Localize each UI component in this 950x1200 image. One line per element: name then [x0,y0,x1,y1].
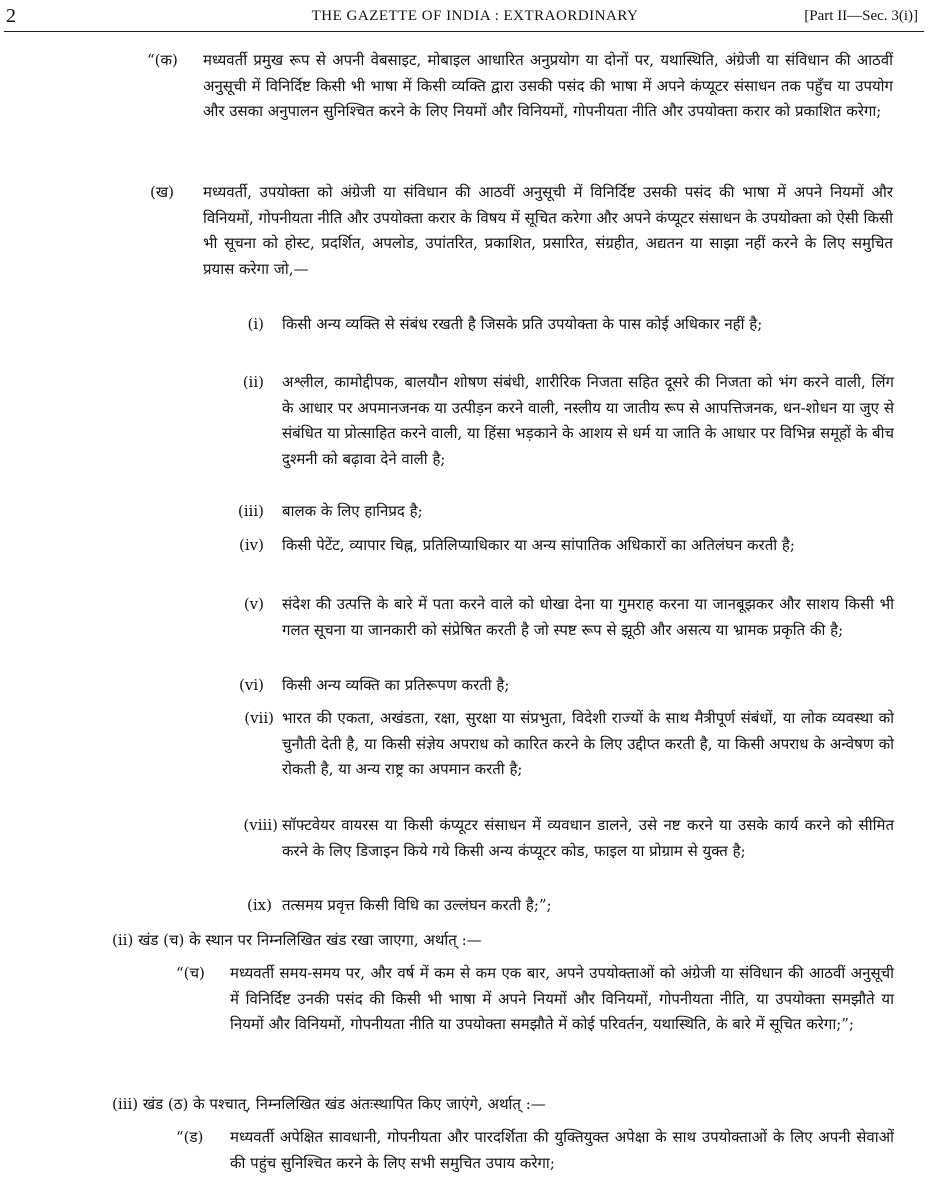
clause-kha-text: मध्यवर्ती, उपयोक्ता को अंग्रेजी या संविधान की आठवीं अनुसूची में विनिर्दिष्ट उसकी पसंद की भाषा में अपने नियमों और विनियमों, गोपनीयता नीति और उपयोक्ता करार के विषय में सूचित करेगा और अपने कंप्यूटर संसाधन के उपयोक्ता को ऐसी किसी भी सूचना को होस्ट, प्रदर्शित, अपलोड, उपांतरित, प्रकाशित, प्रसारित, संग्रहीत, अद्यतन या साझा नहीं करने के लिए समुचित प्रयास करेगा जो,— [203,183,893,278]
part-section: [Part II—Sec. 3(i)] [804,8,918,24]
clause-ka-label: “(क) [147,51,178,69]
page-number: 2 [6,5,16,27]
subclause-iv-label: (iv) [239,536,264,554]
subclause-vii-label: (vii) [244,709,274,727]
clause-da-label: “(ड) [176,1128,204,1146]
subclause-v-label: (v) [243,595,264,613]
clause-ka-text: मध्यवर्ती प्रमुख रूप से अपनी वेबसाइट, मोबाइल आधारित अनुप्रयोग या दोनों पर, यथास्थिति, अंग्रेजी या संविधान की आठवीं अनुसूची में विनिर्दिष्ट किसी भी भाषा में किसी व्यक्ति द्वारा उसकी पसंद की भाषा में अपने कंप्यूटर संसाधन तक पहुँच या उपयोग और उसका अनुपालन सुनिश्चित करने के लिए नियमों और विनियमों, गोपनीयता नीति और उपयोक्ता करार को प्रकाशित करेगा; [203,51,893,121]
subclause-ii-label: (ii) [242,373,264,391]
clause-da-text: मध्यवर्ती अपेक्षित सावधानी, गोपनीयता और पारदर्शिता की युक्तियुक्त अपेक्षा के साथ उपयोक्ताओं के लिए अपनी सेवाओं की पहुंच सुनिश्चित करने के लिए सभी समुचित उपाय करेगा; [230,1128,894,1172]
subclause-vi-text: किसी अन्य व्यक्ति का प्रतिरूपण करती है; [282,676,510,694]
subclause-ii-text: अश्लील, कामोद्दीपक, बालयौन शोषण संबंधी, शारीरिक निजता सहित दूसरे की निजता को भंग करने वाली, लिंग के आधार पर अपमानजनक या उत्पीड़न करने वाली, नस्लीय या जातीय रूप से आपत्तिजनक, धन-शोधन या जुए से संबंधित या प्रोत्साहित करने वाली, या हिंसा भड़काने के आशय से धर्म या जाति के आधार पर विभिन्न समूहों के बीच दुश्मनी को बढ़ावा देने वाली है; [282,373,894,468]
header-rule [4,31,924,32]
subclause-iii-label: (iii) [237,502,264,520]
amendment-iii: (iii) खंड (ठ) के पश्चात्, निम्नलिखित खंड अंतःस्थापित किए जाएंगे, अर्थात् :— [112,1095,546,1113]
clause-cha-label: “(च) [176,964,205,982]
subclause-vi-label: (vi) [239,676,264,694]
clause-kha-label: (ख) [150,183,174,201]
subclause-v-text: संदेश की उत्पत्ति के बारे में पता करने वाले को धोखा देना या गुमराह करना या जानबूझकर और साशय किसी भी गलत सूचना या जानकारी को संप्रेषित करती है जो स्पष्ट रूप से झूठी और असत्य या भ्रामक प्रकृति की है; [282,595,894,639]
subclause-ix-text: तत्समय प्रवृत्त किसी विधि का उल्लंघन करती है;”; [282,896,552,914]
subclause-iv-text: किसी पेटेंट, व्यापार चिह्न, प्रतिलिप्याधिकार या अन्य सांपातिक अधिकारों का अतिलंघन करती है; [282,536,795,554]
subclause-vii-text: भारत की एकता, अखंडता, रक्षा, सुरक्षा या संप्रभुता, विदेशी राज्यों के साथ मैत्रीपूर्ण संबंधों, या लोक व्यवस्था को चुनौती देती है, या किसी संज्ञेय अपराध को कारित करने के लिए उद्दीप्त करती है, या किसी अपराध के अन्वेषण को रोकती है, या अन्य राष्ट्र का अपमान करती है; [282,709,894,779]
subclause-ix-label: (ix) [247,896,272,914]
page-header [0,0,950,34]
subclause-iii-text: बालक के लिए हानिप्रद है; [282,502,423,520]
amendment-ii: (ii) खंड (च) के स्थान पर निम्नलिखित खंड रखा जाएगा, अर्थात् :— [112,931,482,949]
subclause-viii-label: (viii) [243,816,278,834]
subclause-i-label: (i) [247,315,264,333]
gazette-title: THE GAZETTE OF INDIA : EXTRAORDINARY [311,8,639,24]
subclause-viii-text: सॉफ्टवेयर वायरस या किसी कंप्यूटर संसाधन में व्यवधान डालने, उसे नष्ट करने या उसके कार्य करने को सीमित करने के लिए डिजाइन किये गये किसी अन्य कंप्यूटर कोड, फाइल या प्रोग्राम से युक्त है; [282,816,894,860]
clause-cha-text: मध्यवर्ती समय-समय पर, और वर्ष में कम से कम एक बार, अपने उपयोक्ताओं को अंग्रेजी या संविधान की आठवीं अनुसूची में विनिर्दिष्ट उनकी पसंद की किसी भी भाषा में अपने नियमों और विनियमों, गोपनीयता नीति, या उपयोक्ता समझौते या नियमों और विनियमों, गोपनीयता नीति या उपयोक्ता समझौते में कोई परिवर्तन, यथास्थिति, के बारे में सूचित करेगा;”; [230,964,894,1034]
subclause-i-text: किसी अन्य व्यक्ति से संबंध रखती है जिसके प्रति उपयोक्ता के पास कोई अधिकार नहीं है; [282,315,763,333]
